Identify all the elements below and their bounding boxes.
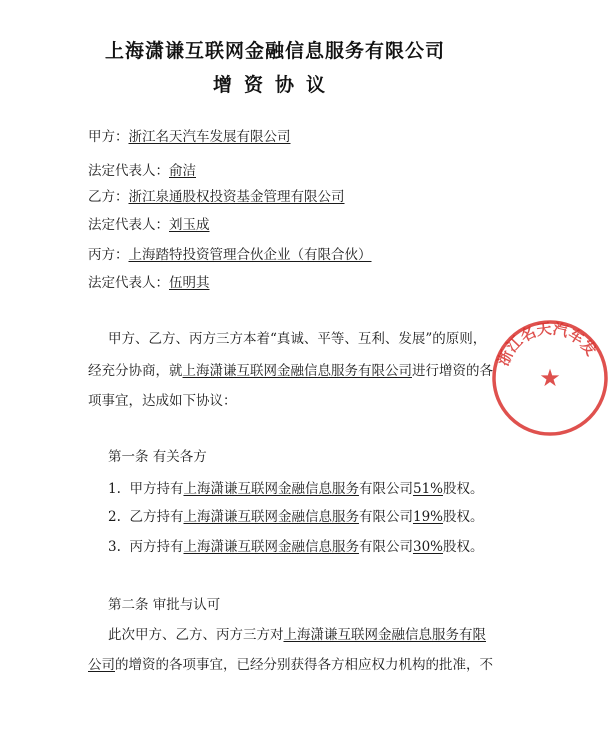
party-c bbox=[88, 246, 372, 264]
intro-line-1: 甲方、乙方、丙方三方本着“真诚、平等、互利、发展”的原则， bbox=[108, 331, 487, 347]
item-number: 2. bbox=[108, 509, 121, 525]
item-pre: 甲方持有 bbox=[129, 481, 184, 497]
party-a-rep bbox=[88, 162, 196, 180]
article-1-item-2 bbox=[108, 508, 484, 526]
item-post: 股权。 bbox=[443, 509, 484, 525]
article-2-line-1-pre: 此次甲方、乙方、丙方三方对 bbox=[108, 627, 284, 643]
document-title: 上海潇谦互联网金融信息服务有限公司 bbox=[104, 40, 445, 62]
party-b-rep bbox=[88, 216, 210, 234]
intro-line-2 bbox=[88, 362, 493, 380]
article-2-heading: 第二条 审批与认可 bbox=[108, 597, 221, 613]
company-seal-stamp bbox=[490, 318, 610, 438]
intro-company: 上海潇谦互联网金融信息服务有限公司 bbox=[182, 363, 412, 379]
article-2-line-2 bbox=[88, 656, 493, 674]
item-percentage: 51% bbox=[412, 481, 443, 497]
item-percentage: 30% bbox=[412, 539, 443, 555]
document-subtitle: 增资协议 bbox=[212, 74, 337, 96]
item-post: 股权。 bbox=[443, 539, 484, 555]
item-mid: 有限公司 bbox=[358, 509, 413, 525]
item-number: 1. bbox=[108, 481, 121, 497]
party-c-rep-label: 法定代表人： bbox=[88, 275, 169, 291]
item-number: 3. bbox=[108, 539, 121, 555]
intro-line-2-post: 进行增资的各 bbox=[412, 363, 493, 379]
party-c-rep bbox=[88, 274, 210, 292]
party-a-value: 浙江名天汽车发展有限公司 bbox=[128, 129, 291, 145]
party-c-label: 丙方： bbox=[88, 247, 129, 263]
party-b-value: 浙江泉通股权投资基金管理有限公司 bbox=[128, 189, 345, 205]
party-b bbox=[88, 188, 345, 206]
item-pre: 乙方持有 bbox=[129, 509, 184, 525]
party-c-rep-value: 伍明其 bbox=[169, 275, 210, 291]
seal-text: 浙江名天汽车发 bbox=[494, 319, 601, 369]
party-c-value: 上海踏特投资管理合伙企业（有限合伙） bbox=[128, 247, 372, 263]
seal-star-icon: ★ bbox=[539, 364, 561, 392]
party-a-label: 甲方： bbox=[88, 129, 129, 145]
party-b-label: 乙方： bbox=[88, 189, 129, 205]
party-b-rep-label: 法定代表人： bbox=[88, 217, 169, 233]
item-post: 股权。 bbox=[443, 481, 484, 497]
item-pre: 丙方持有 bbox=[129, 539, 184, 555]
item-company: 上海潇谦互联网金融信息服务 bbox=[183, 539, 359, 555]
article-2-line-2-post: 的增资的各项事宜，已经分别获得各方相应权力机构的批准，不 bbox=[115, 657, 493, 673]
party-b-rep-value: 刘玉成 bbox=[169, 217, 210, 233]
party-a-rep-label: 法定代表人： bbox=[88, 163, 169, 179]
article-1-item-3 bbox=[108, 538, 484, 556]
intro-line-3: 项事宜，达成如下协议： bbox=[88, 393, 237, 409]
item-company: 上海潇谦互联网金融信息服务 bbox=[183, 509, 359, 525]
item-mid: 有限公司 bbox=[358, 481, 413, 497]
article-1-item-1 bbox=[108, 480, 484, 498]
item-company: 上海潇谦互联网金融信息服务 bbox=[183, 481, 359, 497]
intro-line-2-pre: 经充分协商，就 bbox=[88, 363, 183, 379]
article-2-line-1 bbox=[108, 626, 486, 644]
party-a-rep-value: 俞洁 bbox=[169, 163, 196, 179]
item-mid: 有限公司 bbox=[358, 539, 413, 555]
article-1-heading: 第一条 有关各方 bbox=[108, 449, 207, 465]
article-2-company-part-1: 上海潇谦互联网金融信息服务有限 bbox=[283, 627, 486, 643]
party-a bbox=[88, 128, 291, 146]
item-percentage: 19% bbox=[412, 509, 443, 525]
article-2-company-part-2: 公司 bbox=[88, 657, 115, 673]
